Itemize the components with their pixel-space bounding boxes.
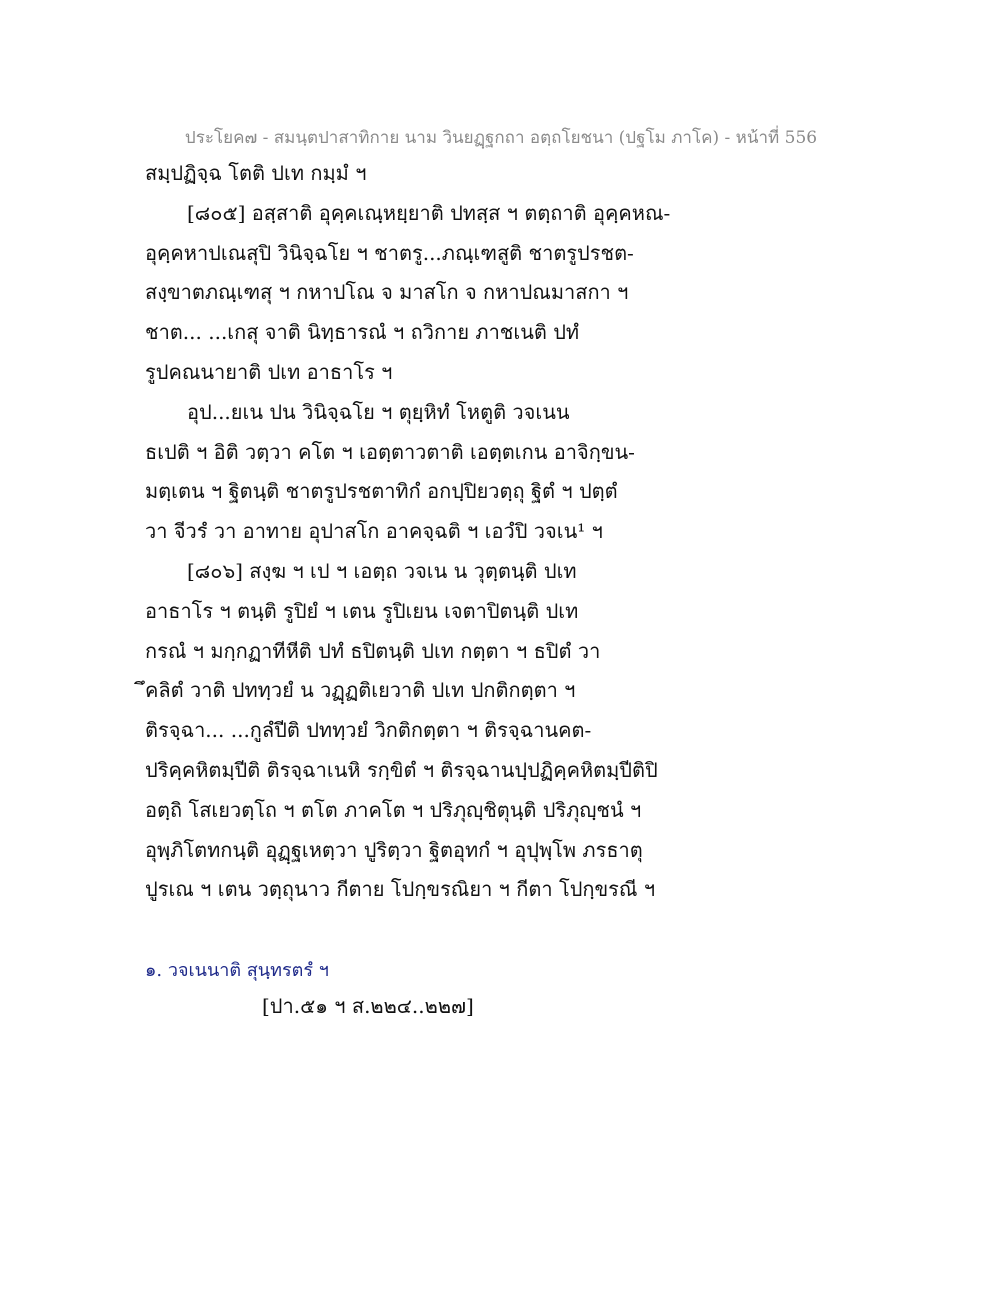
text-line: ธเปติ ฯ อิติ วตฺวา คโต ฯ เอตฺตาวตาติ เอตฺตเกน อาจิกฺขน- [145,439,635,464]
text-line: อุป...ยเน ปน วินิจฺฉโย ฯ ตุยฺหิทํ โหตูติ วจเนน [187,399,570,424]
text-line: อุพฺภิโตทกนฺติ อุฏฺฐเหตฺวา ปูริตฺวา ฐิตอุทกํ ฯ อุปุพฺโพ ภรธาตุ [145,837,643,862]
page-header [0,124,1000,151]
text-line: มตฺเตน ฯ ฐิตนฺติ ชาตรูปรชตาทิกํ อกปฺปิยวตฺถุ ฐิตํ ฯ ปตฺตํ [145,479,618,504]
text-line: สมฺปฏิจฺฉ โตติ ปเท กมฺมํ ฯ [145,161,367,185]
text-line: ปูรเณ ฯ เตน วตฺถุนาว กีตาย โปกฺขรณิยา ฯ กีตา โปกฺขรณี ฯ [145,877,656,902]
footnote-text: ๑. วจเนนาติ สุนฺทรตรํ ฯ [145,960,329,981]
text-line: [๘๐๖] สงฺฆ ฯ เป ฯ เอตฺถ วจเน น วุตฺตนฺติ ปเท [187,558,577,583]
footnote [145,955,329,984]
page-reference-text: [ปา.๕๑ ฯ ส.๒๒๔..๒๒๗] [262,994,474,1018]
text-line: อุคฺคหาปเณสุปิ วินิจฺฉโย ฯ ชาตรู...ภณฺเฑสูติ ชาตรูปรชต- [145,240,634,265]
text-line: อาธาโร ฯ ตนฺติ รูปิยํ ฯ เตน รูปิเยน เจตาปิตนฺติ ปเท [145,598,579,623]
text-line: ึคลิตํ วาติ ปททฺวยํ น วฏฺฏติเยวาติ ปเท ปกติกตฺตา ฯ [145,678,576,703]
text-line: วา จีวรํ วา อาทาย อุปาสโก อาคจฺฉติ ฯ เอวํปิ วจเน¹ ฯ [145,519,603,544]
page-header-text: ประโยค๗ - สมนฺตปาสาทิกาย นาม วินยฏฺฐกถา อตฺถโยชนา (ปฐโม ภาโค) - หน้าที่ 556 [184,128,818,148]
text-line: ปริคฺคหิตมฺปีติ ติรจฺฉาเนหิ รกฺขิตํ ฯ ติรจฺฉานปฺปฏิคฺคหิตมฺปีติปิ [145,757,658,782]
text-line: กรณํ ฯ มกฺกฏาทีหีติ ปทํ ธปิตนฺติ ปเท กตฺตา ฯ ธปิตํ วา [145,638,601,663]
text-line: [๘๐๕] อสฺสาติ อุคฺคเณฺหยฺยาติ ปทสฺส ฯ ตตฺถาติ อุคฺคหณ- [187,200,671,225]
page-reference [262,990,474,1022]
text-line: ติรจฺฉา... ...กูลํปีติ ปททฺวยํ วิกติกตฺตา ฯ ติรจฺฉานคต- [145,718,592,743]
text-line: อตฺถิ โสเยวตฺโถ ฯ ตโต ภาคโต ฯ ปริภุญฺชิตุนฺติ ปริภุญฺชนํ ฯ [145,797,642,822]
text-line: สงฺขาตภณฺเฑสุ ฯ กหาปโณ จ มาสโก จ กหาปณมาสกา ฯ [145,280,629,305]
body-text [145,158,885,914]
text-line: รูปคณนายาติ ปเท อาธาโร ฯ [145,359,393,384]
text-line: ชาต... ...เกสุ จาติ นิทฺธารณํ ฯ ถวิกาย ภาชเนติ ปทํ [145,320,580,345]
